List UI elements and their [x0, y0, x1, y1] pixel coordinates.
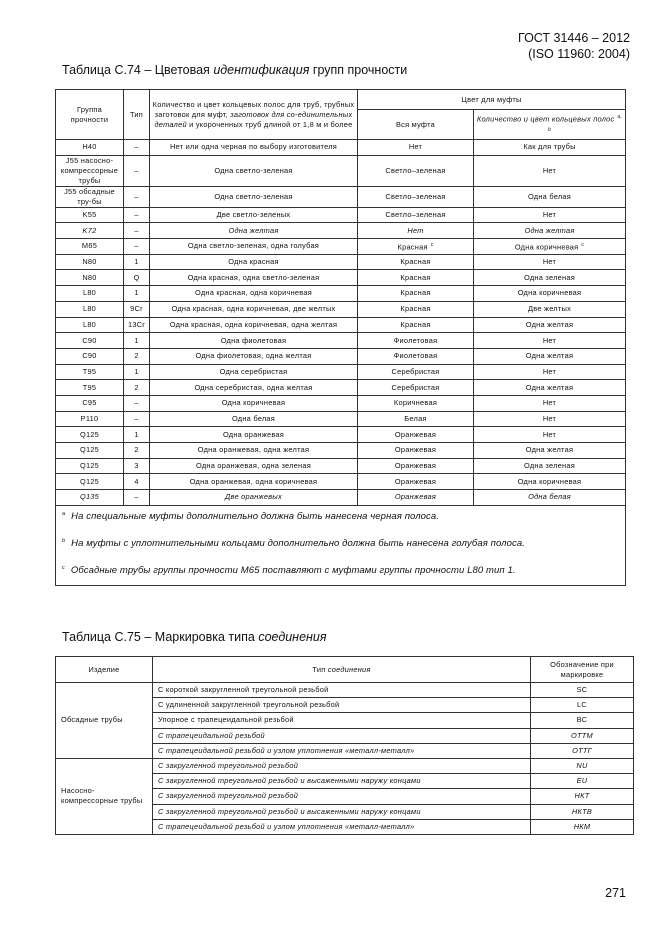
cell-strength-group: Q125: [56, 443, 124, 459]
table-row: [56, 395, 626, 411]
cell-strength-group: Q125: [56, 474, 124, 490]
table-row: [56, 474, 626, 490]
table-row: [56, 333, 626, 349]
cell-coupling-bands: Две желтых: [474, 301, 626, 317]
cell-strength-group: J55 обсадные тру-бы: [56, 186, 124, 207]
cell-marking: НКТВ: [531, 804, 634, 819]
page-number: 271: [605, 886, 626, 900]
cell-whole-coupling: Оранжевая: [358, 427, 474, 443]
cell-pipe-bands: Одна оранжевая, одна коричневая: [150, 474, 358, 490]
cell-whole-coupling: Светло–зеленая: [358, 207, 474, 223]
cell-marking: НКТ: [531, 789, 634, 804]
cell-pipe-bands: Две оранжевых: [150, 490, 358, 506]
cell-strength-group: C90: [56, 348, 124, 364]
cell-marking: OTTM: [531, 728, 634, 743]
cell-strength-group: M65: [56, 239, 124, 255]
cell-connection-type: С трапецеидальной резьбой: [153, 728, 531, 743]
col-header-coupling-bands: Количество и цвет кольцевых полос $^{a, b}$: [474, 110, 626, 140]
table-row: [56, 490, 626, 506]
cell-coupling-bands: Одна желтая: [474, 380, 626, 396]
table-c75-caption: Таблица С.75 – Маркировка типа соединения: [62, 630, 327, 644]
cell-type: –: [124, 490, 150, 506]
cell-coupling-bands: Одна белая: [474, 490, 626, 506]
cell-strength-group: N80: [56, 254, 124, 270]
cell-strength-group: J55 насосно-компрессорные трубы: [56, 155, 124, 186]
table-row: [56, 223, 626, 239]
cell-strength-group: K55: [56, 207, 124, 223]
table-row: [56, 758, 634, 773]
cell-connection-type: С короткой закругленной треугольной резьбой: [153, 683, 531, 698]
cell-coupling-bands: Как для трубы: [474, 140, 626, 156]
cell-connection-type: С удлиненной закругленной треугольной резьбой: [153, 698, 531, 713]
cell-connection-type: С закругленной треугольной резьбой: [153, 758, 531, 773]
cell-strength-group: K72: [56, 223, 124, 239]
footnote-c: $^c$ Обсадные трубы группы прочности M65 поставляют с муфтами группы прочности L80 тип 1.: [62, 565, 516, 577]
table-row: [56, 270, 626, 286]
cell-whole-coupling: Красная $^c$: [358, 239, 474, 255]
table-row: [56, 317, 626, 333]
cell-coupling-bands: Одна желтая: [474, 317, 626, 333]
cell-whole-coupling: Серебристая: [358, 380, 474, 396]
col-header-connection-type: Тип соединения: [153, 657, 531, 683]
cell-marking: EU: [531, 774, 634, 789]
table-row: [56, 683, 634, 698]
cell-whole-coupling: Коричневая: [358, 395, 474, 411]
cell-connection-type: С закругленной треугольной резьбой и высаженными наружу концами: [153, 804, 531, 819]
table-row: [56, 286, 626, 302]
cell-type: 9Cr: [124, 301, 150, 317]
table-row: [56, 140, 626, 156]
cell-whole-coupling: Оранжевая: [358, 474, 474, 490]
cell-whole-coupling: Светло–зеленая: [358, 155, 474, 186]
table-row: [56, 207, 626, 223]
cell-connection-type: С трапецеидальной резьбой и узлом уплотнения «металл-металл»: [153, 819, 531, 834]
cell-strength-group: C95: [56, 395, 124, 411]
table-c75: [55, 656, 634, 835]
cell-whole-coupling: Красная: [358, 301, 474, 317]
table-row: [56, 364, 626, 380]
cell-strength-group: Q135: [56, 490, 124, 506]
standard-number: ГОСТ 31446 – 2012: [518, 31, 630, 45]
cell-type: 2: [124, 380, 150, 396]
cell-whole-coupling: Красная: [358, 270, 474, 286]
cell-strength-group: N80: [56, 270, 124, 286]
cell-pipe-bands: Одна красная, одна коричневая, две желтых: [150, 301, 358, 317]
cell-coupling-bands: Нет: [474, 427, 626, 443]
cell-whole-coupling: Красная: [358, 317, 474, 333]
cell-pipe-bands: Одна фиолетовая: [150, 333, 358, 349]
cell-pipe-bands: Нет или одна черная по выбору изготовителя: [150, 140, 358, 156]
cell-strength-group: L80: [56, 286, 124, 302]
cell-coupling-bands: Одна зеленая: [474, 270, 626, 286]
cell-marking: BC: [531, 713, 634, 728]
cell-marking: LC: [531, 698, 634, 713]
table-c74: [55, 89, 626, 586]
cell-strength-group: Q125: [56, 458, 124, 474]
cell-pipe-bands: Одна светло-зеленая: [150, 186, 358, 207]
cell-pipe-bands: Одна красная: [150, 254, 358, 270]
cell-whole-coupling: Светло–зеленая: [358, 186, 474, 207]
cell-whole-coupling: Оранжевая: [358, 458, 474, 474]
cell-whole-coupling: Фиолетовая: [358, 348, 474, 364]
cell-coupling-bands: Нет: [474, 364, 626, 380]
col-header-band-color: Количество и цвет кольцевых полос для труб, трубных заготовок для муфт, заготовок для со-единительных деталей и укороченных труб длиной от 1,8 м и более: [150, 90, 358, 140]
table-row: [56, 380, 626, 396]
cell-coupling-bands: Одна желтая: [474, 443, 626, 459]
footnote-b: $^b$ На муфты с уплотнительными кольцами дополнительно должна быть нанесена голубая полоса.: [62, 537, 525, 550]
cell-connection-type: С закругленной треугольной резьбой и высаженными наружу концами: [153, 774, 531, 789]
cell-coupling-bands: Одна коричневая: [474, 474, 626, 490]
cell-product: Обсадные трубы: [56, 683, 153, 759]
cell-coupling-bands: Нет: [474, 207, 626, 223]
cell-whole-coupling: Серебристая: [358, 364, 474, 380]
cell-connection-type: С трапецеидальной резьбой и узлом уплотнения «металл-металл»: [153, 743, 531, 758]
cell-marking: ОТТГ: [531, 743, 634, 758]
cell-whole-coupling: Красная: [358, 286, 474, 302]
cell-strength-group: T95: [56, 364, 124, 380]
document-header: [518, 30, 630, 62]
cell-type: 1: [124, 286, 150, 302]
cell-type: –: [124, 140, 150, 156]
table-row: [56, 348, 626, 364]
cell-strength-group: L80: [56, 317, 124, 333]
cell-pipe-bands: Одна коричневая: [150, 395, 358, 411]
cell-coupling-bands: Нет: [474, 254, 626, 270]
cell-whole-coupling: Оранжевая: [358, 443, 474, 459]
cell-type: –: [124, 186, 150, 207]
table-row: [56, 443, 626, 459]
cell-pipe-bands: Одна светло-зеленая, одна голубая: [150, 239, 358, 255]
cell-pipe-bands: Одна оранжевая: [150, 427, 358, 443]
cell-strength-group: C90: [56, 333, 124, 349]
cell-pipe-bands: Одна красная, одна коричневая, одна желтая: [150, 317, 358, 333]
table-row: [56, 458, 626, 474]
cell-type: 13Cr: [124, 317, 150, 333]
col-header-marking: Обозначение при маркировке: [531, 657, 634, 683]
cell-type: 1: [124, 427, 150, 443]
cell-coupling-bands: Нет: [474, 411, 626, 427]
cell-pipe-bands: Две светло-зеленых: [150, 207, 358, 223]
table-row: [56, 254, 626, 270]
cell-type: –: [124, 223, 150, 239]
cell-pipe-bands: Одна фиолетовая, одна желтая: [150, 348, 358, 364]
cell-strength-group: L80: [56, 301, 124, 317]
cell-whole-coupling: Оранжевая: [358, 490, 474, 506]
col-header-coupling-color: Цвет для муфты: [358, 90, 626, 110]
cell-marking: NU: [531, 758, 634, 773]
cell-pipe-bands: Одна желтая: [150, 223, 358, 239]
cell-type: 2: [124, 348, 150, 364]
col-header-group: Группа прочности: [56, 90, 124, 140]
table-c74-caption: Таблица С.74 – Цветовая идентификация групп прочности: [62, 63, 408, 77]
col-header-whole-coupling: Вся муфта: [358, 110, 474, 140]
iso-reference: (ISO 11960: 2004): [528, 47, 630, 61]
cell-coupling-bands: Одна белая: [474, 186, 626, 207]
cell-type: –: [124, 395, 150, 411]
table-row: [56, 301, 626, 317]
cell-type: –: [124, 239, 150, 255]
cell-pipe-bands: Одна светло-зеленая: [150, 155, 358, 186]
cell-type: 2: [124, 443, 150, 459]
table-row: [56, 155, 626, 186]
col-header-item: Изделие: [56, 657, 153, 683]
cell-whole-coupling: Красная: [358, 254, 474, 270]
cell-type: –: [124, 411, 150, 427]
cell-strength-group: T95: [56, 380, 124, 396]
cell-pipe-bands: Одна серебристая, одна желтая: [150, 380, 358, 396]
cell-type: 1: [124, 254, 150, 270]
cell-whole-coupling: Нет: [358, 223, 474, 239]
table-row: [56, 186, 626, 207]
cell-marking: НКМ: [531, 819, 634, 834]
cell-pipe-bands: Одна серебристая: [150, 364, 358, 380]
cell-coupling-bands: Одна зеленая: [474, 458, 626, 474]
cell-pipe-bands: Одна красная, одна коричневая: [150, 286, 358, 302]
cell-pipe-bands: Одна белая: [150, 411, 358, 427]
cell-pipe-bands: Одна оранжевая, одна желтая: [150, 443, 358, 459]
cell-strength-group: Q125: [56, 427, 124, 443]
cell-type: –: [124, 207, 150, 223]
cell-pipe-bands: Одна оранжевая, одна зеленая: [150, 458, 358, 474]
cell-type: 3: [124, 458, 150, 474]
cell-coupling-bands: Одна коричневая $^c$: [474, 239, 626, 255]
table-c74-footnotes: [56, 505, 626, 585]
cell-whole-coupling: Фиолетовая: [358, 333, 474, 349]
cell-pipe-bands: Одна красная, одна светло-зеленая: [150, 270, 358, 286]
cell-coupling-bands: Нет: [474, 395, 626, 411]
cell-product: Насосно-компрессорные трубы: [56, 758, 153, 834]
cell-connection-type: Упорное с трапецеидальной резьбой: [153, 713, 531, 728]
cell-coupling-bands: Одна желтая: [474, 223, 626, 239]
cell-coupling-bands: Одна желтая: [474, 348, 626, 364]
cell-coupling-bands: Нет: [474, 155, 626, 186]
table-row: [56, 427, 626, 443]
table-row: [56, 411, 626, 427]
cell-type: –: [124, 155, 150, 186]
cell-connection-type: С закругленной треугольной резьбой: [153, 789, 531, 804]
cell-marking: SC: [531, 683, 634, 698]
cell-type: 4: [124, 474, 150, 490]
cell-coupling-bands: Нет: [474, 333, 626, 349]
cell-type: 1: [124, 364, 150, 380]
col-header-type: Тип: [124, 90, 150, 140]
cell-type: 1: [124, 333, 150, 349]
cell-strength-group: H40: [56, 140, 124, 156]
cell-type: Q: [124, 270, 150, 286]
cell-strength-group: P110: [56, 411, 124, 427]
cell-whole-coupling: Белая: [358, 411, 474, 427]
table-row: [56, 239, 626, 255]
footnote-a: $^a$ На специальные муфты дополнительно должна быть нанесена черная полоса.: [62, 510, 440, 522]
cell-coupling-bands: Одна коричневая: [474, 286, 626, 302]
cell-whole-coupling: Нет: [358, 140, 474, 156]
